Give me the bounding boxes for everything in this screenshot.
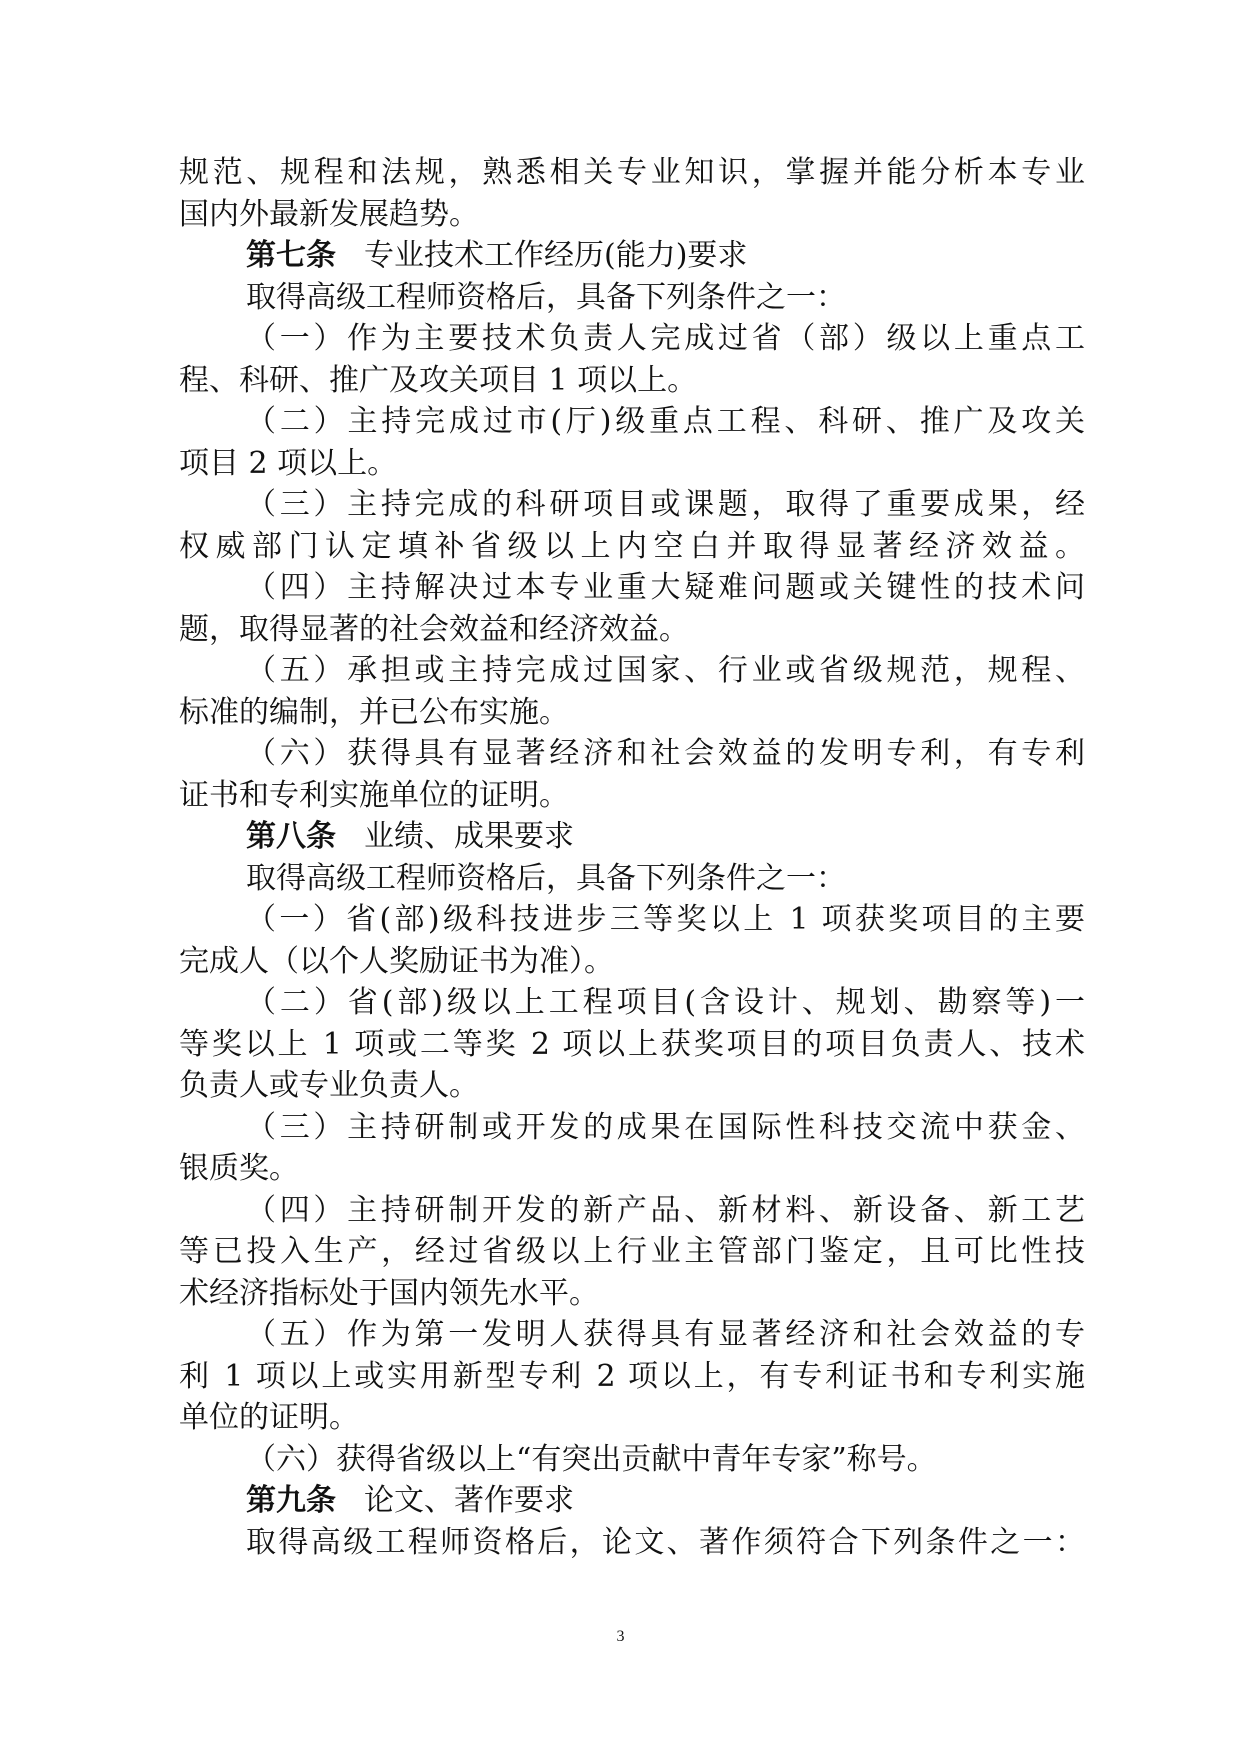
- text-line: [179, 1273, 1085, 1315]
- page-number: 3: [616, 1628, 625, 1645]
- document-body: [179, 152, 1085, 1563]
- line-text: （六）获得省级以上“有突出贡献中青年专家”称号。: [246, 1441, 937, 1477]
- line-text: 题，取得显著的社会效益和经济效益。: [179, 611, 689, 647]
- line-text: 利 1 项以上或实用新型专利 2 项以上，有专利证书和专利实施: [179, 1358, 1085, 1394]
- text-line: [179, 567, 1085, 609]
- text-line: [179, 318, 1085, 360]
- text-line: [179, 1522, 1085, 1564]
- text-line: [179, 858, 1085, 900]
- text-line: [179, 277, 1085, 319]
- text-line: [179, 401, 1085, 443]
- line-text: （四）主持研制开发的新产品、新材料、新设备、新工艺: [246, 1192, 1085, 1228]
- line-text: （五）承担或主持完成过国家、行业或省级规范，规程、: [246, 653, 1085, 688]
- text-line: [179, 1065, 1085, 1107]
- line-text: 银质奖。: [179, 1151, 299, 1186]
- article-number: 第九条: [246, 1483, 336, 1518]
- line-text: 完成人（以个人奖励证书为准）。: [179, 943, 614, 979]
- text-line: [179, 1148, 1085, 1190]
- line-text: 国内外最新发展趋势。: [179, 196, 479, 232]
- article-number: 第七条: [246, 238, 336, 273]
- line-text: 取得高级工程师资格后，具备下列条件之一：: [246, 279, 846, 315]
- text-line: [179, 1231, 1085, 1273]
- line-text: 负责人或专业负责人。: [179, 1068, 479, 1103]
- line-text: （五）作为第一发明人获得具有显著经济和社会效益的专: [246, 1317, 1085, 1352]
- article-number: 第八条: [246, 819, 336, 854]
- line-text: （三）主持完成的科研项目或课题，取得了重要成果，经: [246, 487, 1085, 522]
- text-line: [179, 1356, 1085, 1398]
- line-text: 论文、著作要求: [364, 1483, 574, 1518]
- text-line: [179, 360, 1085, 402]
- article-heading: [179, 235, 1085, 277]
- line-text: （二）省(部)级以上工程项目(含设计、规划、勘察等)一: [246, 985, 1085, 1020]
- article-heading: [179, 816, 1085, 858]
- line-text: 术经济指标处于国内领先水平。: [179, 1275, 599, 1311]
- text-line: [179, 1024, 1085, 1066]
- line-text: （三）主持研制或开发的成果在国际性科技交流中获金、: [246, 1109, 1085, 1145]
- text-line: [179, 982, 1085, 1024]
- text-line: [179, 484, 1085, 526]
- text-line: [179, 775, 1085, 817]
- text-line: [179, 1439, 1085, 1481]
- line-text: 等奖以上 1 项或二等奖 2 项以上获奖项目的项目负责人、技术: [179, 1026, 1085, 1062]
- article-heading: [179, 1480, 1085, 1522]
- line-text: 单位的证明。: [179, 1400, 359, 1435]
- text-line: [179, 526, 1085, 568]
- line-text: （一）省(部)级科技进步三等奖以上 1 项获奖项目的主要: [246, 902, 1085, 937]
- text-line: [179, 194, 1085, 236]
- text-line: [179, 609, 1085, 651]
- line-text: 程、科研、推广及攻关项目 1 项以上。: [179, 362, 698, 398]
- text-line: [179, 1190, 1085, 1232]
- text-line: [179, 899, 1085, 941]
- text-line: [179, 1397, 1085, 1439]
- text-line: [179, 1107, 1085, 1149]
- text-line: [179, 152, 1085, 194]
- line-text: 业绩、成果要求: [364, 819, 574, 854]
- line-text: 专业技术工作经历(能力)要求: [364, 238, 748, 273]
- text-line: [179, 1314, 1085, 1356]
- line-text: （一）作为主要技术负责人完成过省（部）级以上重点工: [246, 321, 1085, 356]
- text-line: [179, 733, 1085, 775]
- text-line: [179, 692, 1085, 734]
- line-text: 标准的编制，并已公布实施。: [179, 694, 569, 730]
- line-text: 取得高级工程师资格后，具备下列条件之一：: [246, 860, 846, 896]
- text-line: [179, 941, 1085, 983]
- line-text: （四）主持解决过本专业重大疑难问题或关键性的技术问: [246, 570, 1085, 605]
- line-text: 规范、规程和法规，熟悉相关专业知识，掌握并能分析本专业: [179, 155, 1085, 190]
- line-text: 等已投入生产，经过省级以上行业主管部门鉴定，且可比性技: [179, 1234, 1085, 1269]
- line-text: （六）获得具有显著经济和社会效益的发明专利，有专利: [246, 736, 1085, 771]
- line-text: 证书和专利实施单位的证明。: [179, 777, 569, 813]
- line-text: 项目 2 项以上。: [179, 445, 398, 481]
- text-line: [179, 650, 1085, 692]
- line-text: （二）主持完成过市(厅)级重点工程、科研、推广及攻关: [246, 404, 1085, 439]
- text-line: [179, 443, 1085, 485]
- line-text: 取得高级工程师资格后，论文、著作须符合下列条件之一：: [246, 1524, 1085, 1560]
- line-text: 权威部门认定填补省级以上内空白并取得显著经济效益。: [179, 528, 1085, 564]
